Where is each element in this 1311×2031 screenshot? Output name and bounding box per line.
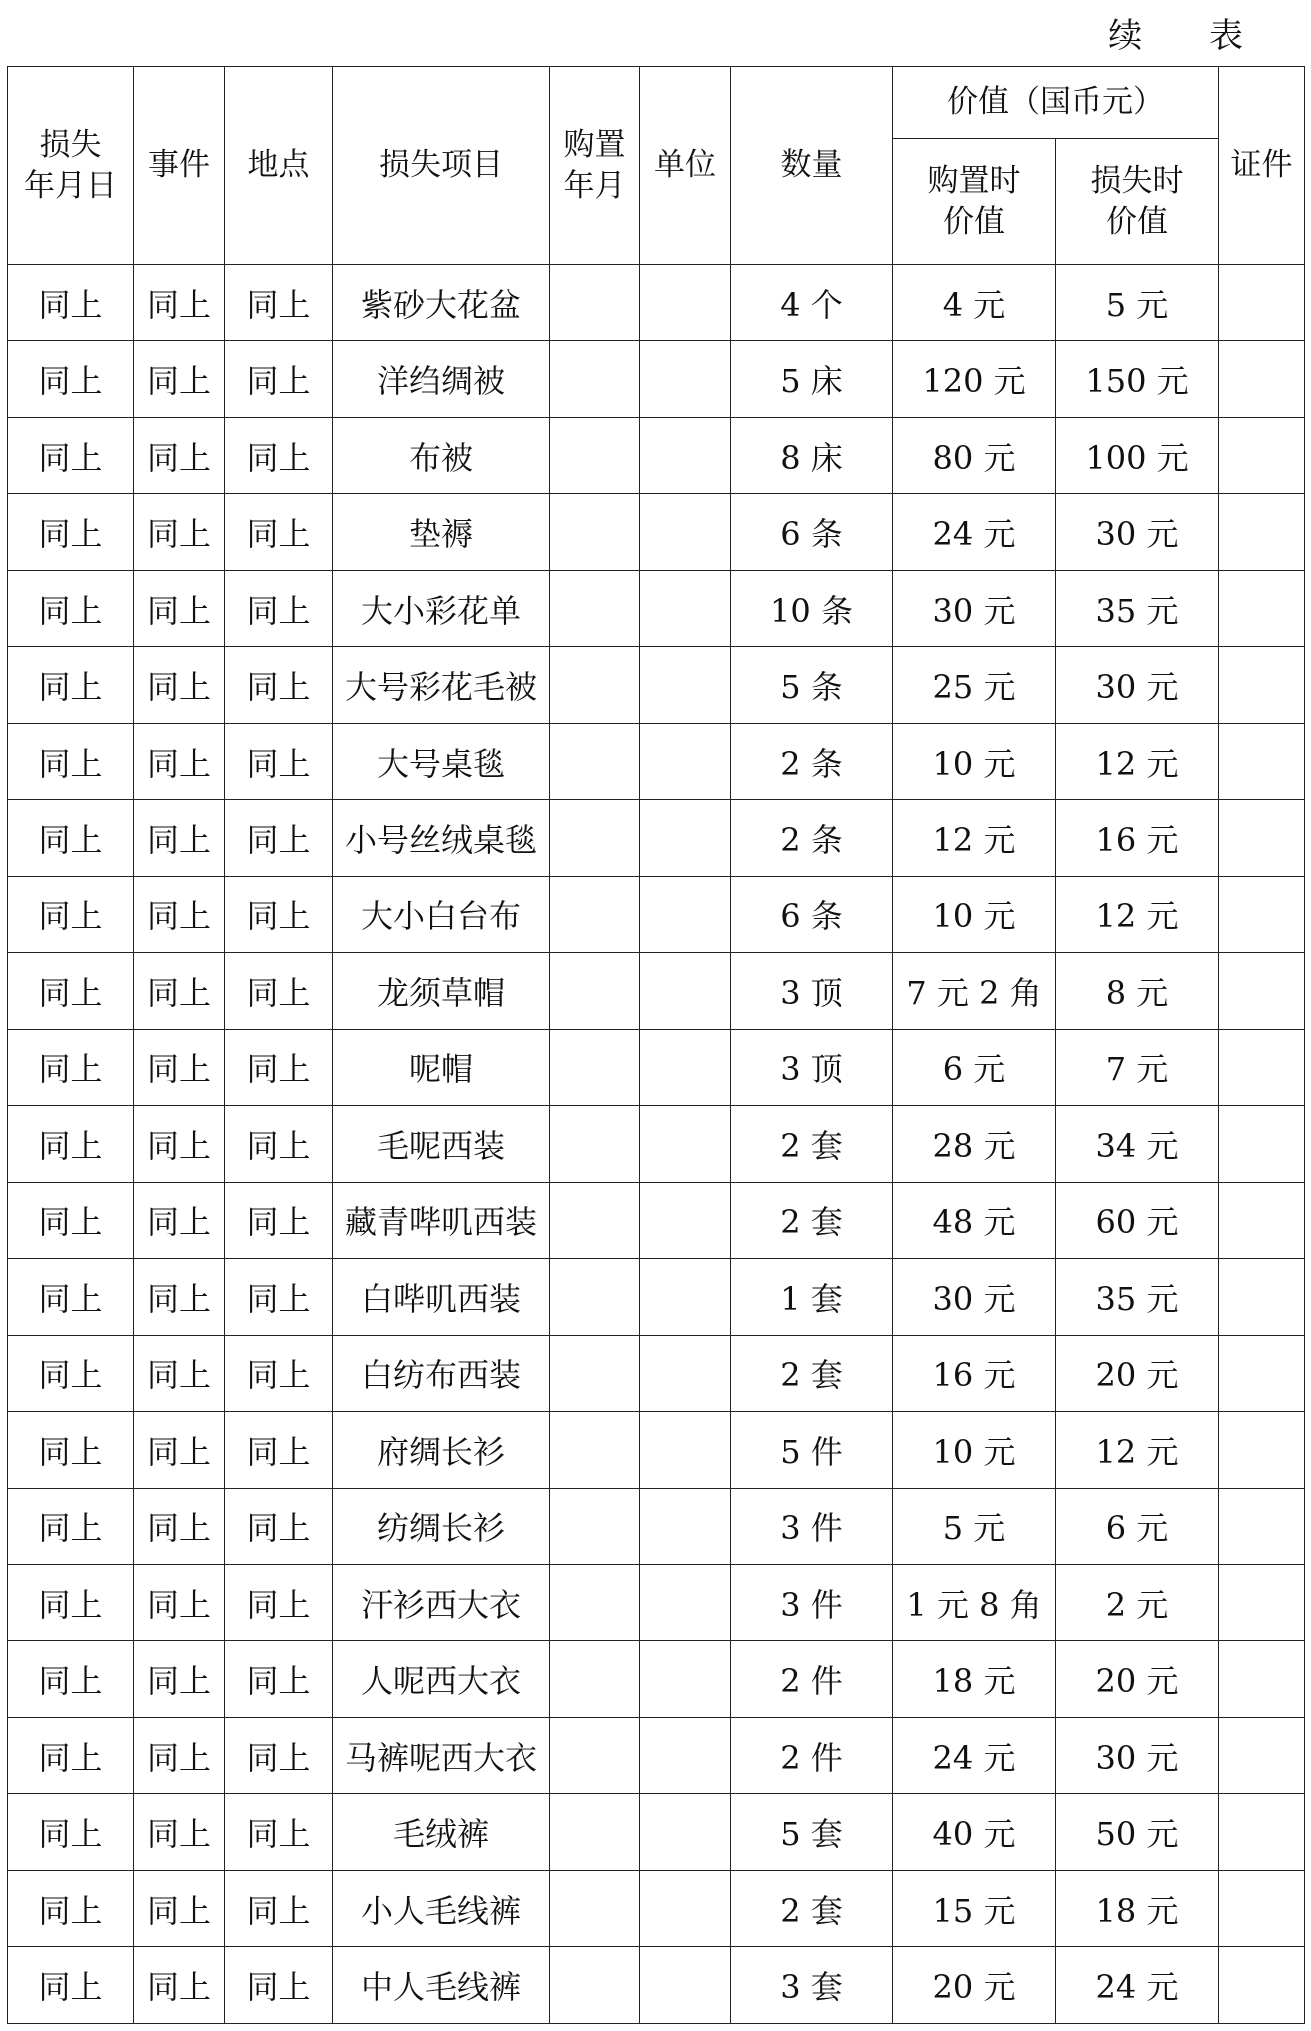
purchase-value-cell: 24 元 xyxy=(893,1717,1056,1793)
place-cell: 同上 xyxy=(225,1870,333,1946)
evidence-cell xyxy=(1219,265,1305,341)
table-row xyxy=(8,1947,1305,2024)
loss-value-cell: 18 元 xyxy=(1056,1870,1219,1946)
place-cell: 同上 xyxy=(225,417,333,493)
loss-date-cell: 同上 xyxy=(8,417,134,493)
evidence-cell xyxy=(1219,1412,1305,1488)
quantity-cell: 4 个 xyxy=(731,265,893,341)
place-cell: 同上 xyxy=(225,265,333,341)
table-row xyxy=(8,570,1305,646)
purchase-date-cell xyxy=(550,1641,640,1717)
purchase-value-cell: 48 元 xyxy=(893,1182,1056,1258)
loss-date-cell: 同上 xyxy=(8,1182,134,1258)
quantity-cell: 2 件 xyxy=(731,1717,893,1793)
table-row xyxy=(8,1870,1305,1946)
event-cell: 同上 xyxy=(134,1182,225,1258)
place-cell: 同上 xyxy=(225,723,333,799)
item-cell: 龙须草帽 xyxy=(333,953,550,1029)
purchase-date-cell xyxy=(550,1029,640,1105)
loss-date-cell: 同上 xyxy=(8,1947,134,2024)
loss-value-cell: 150 元 xyxy=(1056,341,1219,417)
purchase-value-cell: 30 元 xyxy=(893,570,1056,646)
event-cell: 同上 xyxy=(134,1335,225,1411)
unit-cell xyxy=(640,1641,731,1717)
unit-cell xyxy=(640,1717,731,1793)
item-cell: 紫砂大花盆 xyxy=(333,265,550,341)
place-cell: 同上 xyxy=(225,1794,333,1870)
item-cell: 小人毛线裤 xyxy=(333,1870,550,1946)
evidence-cell xyxy=(1219,494,1305,570)
quantity-cell: 5 套 xyxy=(731,1794,893,1870)
evidence-cell xyxy=(1219,1717,1305,1793)
unit-cell xyxy=(640,1335,731,1411)
loss-value-cell: 8 元 xyxy=(1056,953,1219,1029)
evidence-cell xyxy=(1219,1182,1305,1258)
continued-label: 续 表 xyxy=(1108,16,1271,56)
header-value-purchase-line2: 价值 xyxy=(943,203,1005,240)
loss-date-cell: 同上 xyxy=(8,953,134,1029)
table-row xyxy=(8,1335,1305,1411)
purchase-value-cell: 10 元 xyxy=(893,876,1056,952)
loss-value-cell: 7 元 xyxy=(1056,1029,1219,1105)
event-cell: 同上 xyxy=(134,494,225,570)
purchase-date-cell xyxy=(550,341,640,417)
event-cell: 同上 xyxy=(134,265,225,341)
quantity-cell: 8 床 xyxy=(731,417,893,493)
loss-value-cell: 16 元 xyxy=(1056,800,1219,876)
evidence-cell xyxy=(1219,1564,1305,1640)
place-cell: 同上 xyxy=(225,1488,333,1564)
evidence-cell xyxy=(1219,1106,1305,1182)
header-unit: 单位 xyxy=(640,67,731,265)
loss-value-cell: 50 元 xyxy=(1056,1794,1219,1870)
loss-date-cell: 同上 xyxy=(8,1488,134,1564)
loss-value-cell: 30 元 xyxy=(1056,494,1219,570)
purchase-value-cell: 15 元 xyxy=(893,1870,1056,1946)
purchase-date-cell xyxy=(550,1717,640,1793)
event-cell: 同上 xyxy=(134,723,225,799)
event-cell: 同上 xyxy=(134,876,225,952)
purchase-date-cell xyxy=(550,1947,640,2024)
quantity-cell: 1 套 xyxy=(731,1259,893,1335)
purchase-value-cell: 7 元 2 角 xyxy=(893,953,1056,1029)
item-cell: 大小白台布 xyxy=(333,876,550,952)
unit-cell xyxy=(640,1794,731,1870)
quantity-cell: 2 条 xyxy=(731,800,893,876)
table-row xyxy=(8,341,1305,417)
loss-date-cell: 同上 xyxy=(8,723,134,799)
purchase-date-cell xyxy=(550,1259,640,1335)
purchase-value-cell: 24 元 xyxy=(893,494,1056,570)
item-cell: 垫褥 xyxy=(333,494,550,570)
loss-value-cell: 30 元 xyxy=(1056,1717,1219,1793)
unit-cell xyxy=(640,341,731,417)
table-row xyxy=(8,1564,1305,1640)
purchase-value-cell: 80 元 xyxy=(893,417,1056,493)
event-cell: 同上 xyxy=(134,1412,225,1488)
item-cell: 人呢西大衣 xyxy=(333,1641,550,1717)
place-cell: 同上 xyxy=(225,1029,333,1105)
event-cell: 同上 xyxy=(134,647,225,723)
header-loss-date-line2: 年月日 xyxy=(24,167,117,204)
loss-date-cell: 同上 xyxy=(8,876,134,952)
loss-date-cell: 同上 xyxy=(8,265,134,341)
purchase-date-cell xyxy=(550,1412,640,1488)
event-cell: 同上 xyxy=(134,1794,225,1870)
loss-date-cell: 同上 xyxy=(8,1259,134,1335)
quantity-cell: 6 条 xyxy=(731,876,893,952)
unit-cell xyxy=(640,876,731,952)
header-purchase-date-line2: 年月 xyxy=(563,167,626,204)
loss-value-cell: 24 元 xyxy=(1056,1947,1219,2024)
header-value-loss-line2: 价值 xyxy=(1106,203,1168,240)
unit-cell xyxy=(640,1947,731,2024)
purchase-date-cell xyxy=(550,723,640,799)
table-row xyxy=(8,1029,1305,1105)
evidence-cell xyxy=(1219,1259,1305,1335)
loss-date-cell: 同上 xyxy=(8,1029,134,1105)
purchase-date-cell xyxy=(550,800,640,876)
loss-value-cell: 12 元 xyxy=(1056,876,1219,952)
loss-date-cell: 同上 xyxy=(8,1794,134,1870)
loss-value-cell: 35 元 xyxy=(1056,1259,1219,1335)
unit-cell xyxy=(640,1259,731,1335)
item-cell: 中人毛线裤 xyxy=(333,1947,550,2024)
header-evidence: 证件 xyxy=(1219,67,1305,265)
evidence-cell xyxy=(1219,800,1305,876)
loss-value-cell: 60 元 xyxy=(1056,1182,1219,1258)
quantity-cell: 3 顶 xyxy=(731,1029,893,1105)
evidence-cell xyxy=(1219,1947,1305,2024)
table-row xyxy=(8,417,1305,493)
quantity-cell: 2 套 xyxy=(731,1335,893,1411)
place-cell: 同上 xyxy=(225,1641,333,1717)
place-cell: 同上 xyxy=(225,1947,333,2024)
purchase-value-cell: 6 元 xyxy=(893,1029,1056,1105)
quantity-cell: 3 顶 xyxy=(731,953,893,1029)
event-cell: 同上 xyxy=(134,570,225,646)
purchase-date-cell xyxy=(550,494,640,570)
item-cell: 毛绒裤 xyxy=(333,1794,550,1870)
loss-value-cell: 6 元 xyxy=(1056,1488,1219,1564)
loss-date-cell: 同上 xyxy=(8,1106,134,1182)
evidence-cell xyxy=(1219,1870,1305,1946)
unit-cell xyxy=(640,494,731,570)
loss-value-cell: 12 元 xyxy=(1056,723,1219,799)
loss-date-cell: 同上 xyxy=(8,1641,134,1717)
loss-date-cell: 同上 xyxy=(8,647,134,723)
place-cell: 同上 xyxy=(225,1717,333,1793)
loss-value-cell: 30 元 xyxy=(1056,647,1219,723)
evidence-cell xyxy=(1219,647,1305,723)
evidence-cell xyxy=(1219,417,1305,493)
evidence-cell xyxy=(1219,876,1305,952)
event-cell: 同上 xyxy=(134,1870,225,1946)
purchase-date-cell xyxy=(550,265,640,341)
item-cell: 大小彩花单 xyxy=(333,570,550,646)
quantity-cell: 5 件 xyxy=(731,1412,893,1488)
purchase-date-cell xyxy=(550,647,640,723)
table-row xyxy=(8,1106,1305,1182)
quantity-cell: 5 条 xyxy=(731,647,893,723)
header-quantity: 数量 xyxy=(731,67,893,265)
item-cell: 小号丝绒桌毯 xyxy=(333,800,550,876)
place-cell: 同上 xyxy=(225,876,333,952)
item-cell: 白哔叽西装 xyxy=(333,1259,550,1335)
purchase-date-cell xyxy=(550,1794,640,1870)
event-cell: 同上 xyxy=(134,1106,225,1182)
header-loss-date xyxy=(8,67,134,265)
purchase-value-cell: 16 元 xyxy=(893,1335,1056,1411)
purchase-value-cell: 5 元 xyxy=(893,1488,1056,1564)
quantity-cell: 3 件 xyxy=(731,1564,893,1640)
table-row xyxy=(8,800,1305,876)
header-value-loss xyxy=(1056,139,1219,265)
header-value-group: 价值（国币元） xyxy=(893,67,1219,139)
purchase-value-cell: 40 元 xyxy=(893,1794,1056,1870)
quantity-cell: 2 条 xyxy=(731,723,893,799)
item-cell: 白纺布西装 xyxy=(333,1335,550,1411)
purchase-date-cell xyxy=(550,570,640,646)
event-cell: 同上 xyxy=(134,341,225,417)
purchase-date-cell xyxy=(550,1182,640,1258)
loss-date-cell: 同上 xyxy=(8,1870,134,1946)
item-cell: 汗衫西大衣 xyxy=(333,1564,550,1640)
loss-value-cell: 20 元 xyxy=(1056,1641,1219,1717)
table-row xyxy=(8,1641,1305,1717)
item-cell: 府绸长衫 xyxy=(333,1412,550,1488)
purchase-date-cell xyxy=(550,1106,640,1182)
purchase-date-cell xyxy=(550,1488,640,1564)
loss-value-cell: 20 元 xyxy=(1056,1335,1219,1411)
unit-cell xyxy=(640,1870,731,1946)
header-value-loss-line1: 损失时 xyxy=(1090,163,1184,200)
event-cell: 同上 xyxy=(134,1029,225,1105)
purchase-date-cell xyxy=(550,417,640,493)
item-cell: 纺绸长衫 xyxy=(333,1488,550,1564)
unit-cell xyxy=(640,1106,731,1182)
table-row xyxy=(8,265,1305,341)
loss-date-cell: 同上 xyxy=(8,800,134,876)
evidence-cell xyxy=(1219,1335,1305,1411)
unit-cell xyxy=(640,800,731,876)
header-purchase-date xyxy=(550,67,640,265)
unit-cell xyxy=(640,953,731,1029)
loss-date-cell: 同上 xyxy=(8,1412,134,1488)
item-cell: 呢帽 xyxy=(333,1029,550,1105)
place-cell: 同上 xyxy=(225,1335,333,1411)
place-cell: 同上 xyxy=(225,570,333,646)
unit-cell xyxy=(640,1182,731,1258)
loss-date-cell: 同上 xyxy=(8,1717,134,1793)
place-cell: 同上 xyxy=(225,1182,333,1258)
unit-cell xyxy=(640,417,731,493)
header-value-purchase-line1: 购置时 xyxy=(927,163,1021,200)
purchase-date-cell xyxy=(550,1870,640,1946)
event-cell: 同上 xyxy=(134,800,225,876)
loss-value-cell: 12 元 xyxy=(1056,1412,1219,1488)
purchase-value-cell: 10 元 xyxy=(893,723,1056,799)
quantity-cell: 2 件 xyxy=(731,1641,893,1717)
quantity-cell: 2 套 xyxy=(731,1106,893,1182)
quantity-cell: 6 条 xyxy=(731,494,893,570)
table-row xyxy=(8,723,1305,799)
place-cell: 同上 xyxy=(225,1564,333,1640)
loss-value-cell: 5 元 xyxy=(1056,265,1219,341)
event-cell: 同上 xyxy=(134,1564,225,1640)
place-cell: 同上 xyxy=(225,341,333,417)
table-header xyxy=(8,67,1305,265)
event-cell: 同上 xyxy=(134,953,225,1029)
item-cell: 布被 xyxy=(333,417,550,493)
event-cell: 同上 xyxy=(134,1488,225,1564)
event-cell: 同上 xyxy=(134,1259,225,1335)
purchase-date-cell xyxy=(550,1335,640,1411)
item-cell: 洋绉绸被 xyxy=(333,341,550,417)
place-cell: 同上 xyxy=(225,647,333,723)
loss-table xyxy=(7,66,1305,2024)
table-row xyxy=(8,647,1305,723)
loss-date-cell: 同上 xyxy=(8,1564,134,1640)
purchase-value-cell: 25 元 xyxy=(893,647,1056,723)
header-event: 事件 xyxy=(134,67,225,265)
loss-date-cell: 同上 xyxy=(8,494,134,570)
purchase-value-cell: 10 元 xyxy=(893,1412,1056,1488)
table-row xyxy=(8,1182,1305,1258)
event-cell: 同上 xyxy=(134,1641,225,1717)
quantity-cell: 2 套 xyxy=(731,1182,893,1258)
unit-cell xyxy=(640,647,731,723)
evidence-cell xyxy=(1219,723,1305,799)
purchase-value-cell: 1 元 8 角 xyxy=(893,1564,1056,1640)
unit-cell xyxy=(640,1488,731,1564)
quantity-cell: 2 套 xyxy=(731,1870,893,1946)
table-row xyxy=(8,876,1305,952)
purchase-value-cell: 18 元 xyxy=(893,1641,1056,1717)
loss-date-cell: 同上 xyxy=(8,570,134,646)
quantity-cell: 3 套 xyxy=(731,1947,893,2024)
table-row xyxy=(8,953,1305,1029)
item-cell: 藏青哔叽西装 xyxy=(333,1182,550,1258)
loss-value-cell: 100 元 xyxy=(1056,417,1219,493)
header-item: 损失项目 xyxy=(333,67,550,265)
table-row xyxy=(8,1794,1305,1870)
place-cell: 同上 xyxy=(225,494,333,570)
quantity-cell: 10 条 xyxy=(731,570,893,646)
purchase-value-cell: 20 元 xyxy=(893,1947,1056,2024)
table-row xyxy=(8,1259,1305,1335)
table-row xyxy=(8,494,1305,570)
loss-value-cell: 35 元 xyxy=(1056,570,1219,646)
loss-date-cell: 同上 xyxy=(8,1335,134,1411)
event-cell: 同上 xyxy=(134,1717,225,1793)
header-purchase-date-line1: 购置 xyxy=(563,127,626,164)
evidence-cell xyxy=(1219,1488,1305,1564)
quantity-cell: 3 件 xyxy=(731,1488,893,1564)
unit-cell xyxy=(640,1564,731,1640)
header-loss-date-line1: 损失 xyxy=(39,127,102,164)
unit-cell xyxy=(640,1029,731,1105)
evidence-cell xyxy=(1219,1794,1305,1870)
header-value-purchase xyxy=(893,139,1056,265)
table-row xyxy=(8,1412,1305,1488)
purchase-date-cell xyxy=(550,1564,640,1640)
purchase-value-cell: 12 元 xyxy=(893,800,1056,876)
place-cell: 同上 xyxy=(225,1259,333,1335)
place-cell: 同上 xyxy=(225,1412,333,1488)
evidence-cell xyxy=(1219,953,1305,1029)
evidence-cell xyxy=(1219,570,1305,646)
table-body xyxy=(8,265,1305,2024)
event-cell: 同上 xyxy=(134,417,225,493)
loss-value-cell: 2 元 xyxy=(1056,1564,1219,1640)
evidence-cell xyxy=(1219,1641,1305,1717)
event-cell: 同上 xyxy=(134,1947,225,2024)
purchase-value-cell: 120 元 xyxy=(893,341,1056,417)
purchase-date-cell xyxy=(550,876,640,952)
unit-cell xyxy=(640,265,731,341)
place-cell: 同上 xyxy=(225,800,333,876)
item-cell: 大号彩花毛被 xyxy=(333,647,550,723)
evidence-cell xyxy=(1219,341,1305,417)
purchase-date-cell xyxy=(550,953,640,1029)
quantity-cell: 5 床 xyxy=(731,341,893,417)
item-cell: 马裤呢西大衣 xyxy=(333,1717,550,1793)
item-cell: 毛呢西装 xyxy=(333,1106,550,1182)
table-row xyxy=(8,1717,1305,1793)
header-place: 地点 xyxy=(225,67,333,265)
loss-date-cell: 同上 xyxy=(8,341,134,417)
purchase-value-cell: 4 元 xyxy=(893,265,1056,341)
purchase-value-cell: 30 元 xyxy=(893,1259,1056,1335)
place-cell: 同上 xyxy=(225,1106,333,1182)
evidence-cell xyxy=(1219,1029,1305,1105)
unit-cell xyxy=(640,1412,731,1488)
purchase-value-cell: 28 元 xyxy=(893,1106,1056,1182)
unit-cell xyxy=(640,723,731,799)
loss-value-cell: 34 元 xyxy=(1056,1106,1219,1182)
table-row xyxy=(8,1488,1305,1564)
place-cell: 同上 xyxy=(225,953,333,1029)
unit-cell xyxy=(640,570,731,646)
item-cell: 大号桌毯 xyxy=(333,723,550,799)
